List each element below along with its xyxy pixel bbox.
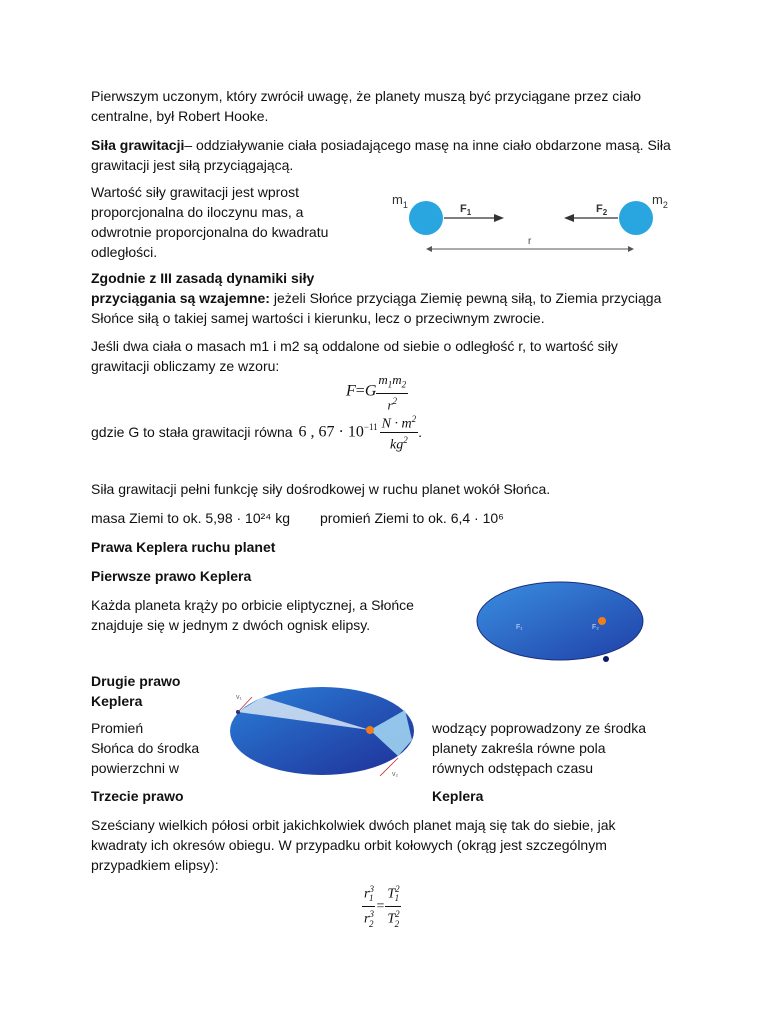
third-kepler-line-2: kwadraty ich okresów obiegu. W przypadku orbit kołowych (okrąg jest szczególnym: [91, 837, 607, 853]
second-law-title: [91, 671, 180, 711]
constant-unit: $\frac{N \cdot m^2}{kg^2}$: [381, 413, 417, 453]
earth-radius: promień Ziemi to ok. 6,4 · 10⁶: [320, 510, 504, 526]
second-law-left-3: powierzchni w: [91, 760, 179, 776]
focus-2-label: F₂: [592, 624, 599, 631]
third-law-paragraph: [91, 268, 661, 328]
kepler-third-formula: $\frac{r^3_1}{r^3_2}$ = $\frac{T^2_1}{T^2_2}$: [364, 884, 400, 929]
first-law-line-2: znajduje się w jednym z dwóch ognisk elipsy.: [91, 617, 371, 633]
third-law-line-1: Zgodnie z III zasadą dynamiki siły: [91, 270, 315, 286]
constant-line: gdzie G to stała grawitacji równa 6 , $67 \cdot 10^{-11}$ $\frac{N \cdot m^2}{kg^2}$ .: [91, 413, 422, 453]
sun-icon-2: [366, 726, 374, 734]
intro-line-1: Pierwszym uczonym, który zwrócił uwagę, że planety muszą być przyciągane przez ciało: [91, 88, 642, 104]
centripetal-line: Siła grawitacji pełni funkcję siły dośrodkowej w ruchu planet wokół Słońca.: [91, 481, 551, 497]
formula-intro-line-1: Jeśli dwa ciała o masach m1 i m2 są oddalone od siebie o odległość r, to wartość siły: [91, 338, 618, 354]
f1-label: $F_1$: [460, 203, 472, 217]
proportion-line-1: Wartość siły grawitacji jest wprost: [91, 184, 299, 200]
constant-value: 6 , $67 \cdot 10^{-11}$: [298, 422, 378, 441]
proportion-line-2: proporcjonalna do iloczynu mas, a: [91, 204, 304, 220]
third-law-line-3: Słońce siłą o takiej samej wartości i kierunku, lecz o przeciwnym zwrocie.: [91, 310, 545, 326]
r-label: r: [528, 236, 532, 247]
first-law-text: [91, 595, 414, 635]
definition-line-2: grawitacji jest siłą przyciągającą.: [91, 157, 294, 173]
force-diagram: [380, 180, 680, 270]
definition-line-1: – oddziaływanie ciała posiadającego masę na inne ciało obdarzone masą. Siła: [184, 137, 671, 153]
second-law-title-1: Drugie prawo: [91, 673, 181, 689]
m1-label: $m_1$: [392, 192, 408, 210]
third-kepler-line-3: przypadkiem elipsy):: [91, 857, 219, 873]
third-kepler-line-1: Sześciany wielkich półosi orbit jakichkolwiek dwóch planet mają się tak do siebie, jak: [91, 817, 616, 833]
third-kepler-title-left: Trzecie prawo: [91, 788, 184, 804]
kepler-title: Prawa Keplera ruchu planet: [91, 539, 276, 555]
third-kepler-text: [91, 815, 615, 875]
intro-paragraph: [91, 86, 641, 126]
second-law-right-1: wodzący poprowadzony ze środka: [432, 720, 647, 736]
first-law-line-1: Każda planeta krąży po orbicie eliptycznej, a Słońce: [91, 597, 414, 613]
formula-intro: [91, 336, 618, 376]
third-law-bold: przyciągania są wzajemne:: [91, 290, 270, 306]
v2-label: v₂: [392, 771, 399, 778]
second-law-left-2: Słońca do środka: [91, 740, 200, 756]
constant-text: gdzie G to stała grawitacji równa: [91, 424, 293, 440]
intro-line-2: centralne, był Robert Hooke.: [91, 108, 269, 124]
sun-icon: [598, 617, 606, 625]
second-law-right-3: równych odstępach czasu: [432, 760, 594, 776]
proportion-line-4: odległości.: [91, 244, 158, 260]
second-law-left: [91, 718, 199, 778]
orbit-ellipse: [477, 582, 643, 660]
second-law-diagram: [222, 680, 422, 785]
third-kepler-title-right: Keplera: [432, 788, 484, 804]
second-law-right-2: planety zakreśla równe pola: [432, 740, 606, 756]
f2-label: $F_2$: [596, 203, 608, 217]
first-law-title: Pierwsze prawo Keplera: [91, 568, 252, 584]
gravity-formula: F=G $\frac{m_1m_2}{r^2}$: [346, 372, 407, 412]
earth-mass: masa Ziemi to ok. 5,98 · 10²⁴ kg: [91, 510, 290, 526]
mass-2-ball: [619, 201, 653, 235]
second-law-left-1: Promień: [91, 720, 144, 736]
formula-intro-line-2: grawitacji obliczamy ze wzoru:: [91, 358, 280, 374]
gravity-definition: [91, 135, 671, 175]
second-law-right: [432, 718, 646, 778]
proportion-paragraph: [91, 182, 328, 262]
m2-label: $m_2$: [652, 192, 668, 210]
definition-term: Siła grawitacji: [91, 137, 185, 153]
proportion-line-3: odwrotnie proporcjonalna do kwadratu: [91, 224, 329, 240]
first-law-ellipse-diagram: [470, 575, 650, 670]
mass-1-ball: [409, 201, 443, 235]
focus-1-label: F₁: [516, 624, 523, 631]
v1-label: v₁: [236, 694, 242, 701]
third-law-line-2: jeżeli Słońce przyciąga Ziemię pewną siłą, to Ziemia przyciąga: [269, 290, 662, 306]
second-law-title-2: Keplera: [91, 693, 143, 709]
planet-icon: [603, 656, 609, 662]
